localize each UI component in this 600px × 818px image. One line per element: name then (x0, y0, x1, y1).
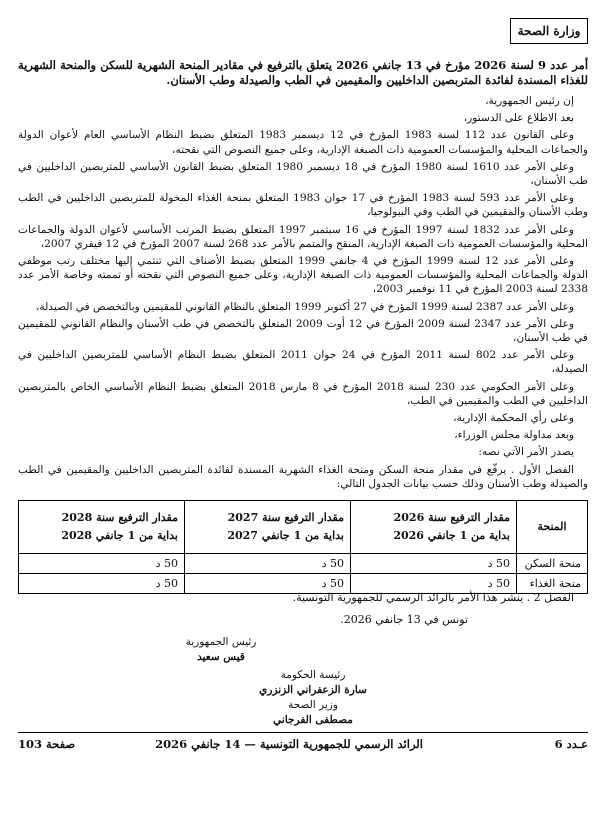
countersignatures (238, 668, 388, 728)
preamble-president: إن رئيس الجمهورية، (485, 95, 574, 107)
header-2026 (351, 501, 517, 554)
pm-title: رئيسة الحكومة (280, 669, 346, 681)
row-label: منحة الغذاء (517, 574, 588, 594)
closing-section (18, 590, 588, 634)
page-footer (18, 732, 588, 759)
issue-number: عـدد 6 (554, 737, 588, 751)
header-grant: المنحة (517, 501, 588, 554)
preamble-decree-593: وعلى الأمر عدد 593 لسنة 1983 المؤرخ في 17 جوان 1983 المتعلق بمنحة الغذاء المخولة للمتربصين الداخليين في الطب وطب الأسنان والمقيمين في الطب وفي البيولوجيا، (18, 192, 588, 219)
row-label: منحة السكن (517, 554, 588, 574)
preamble-decree-230: وعلى الأمر الحكومي عدد 230 لسنة 2018 المؤرخ في 8 مارس 2018 المتعلق بضبط النظام الأساسي الخاص بالمتربصين الداخليين في الطب والمقيمين في الطب، (18, 380, 588, 407)
minister-title: وزير الصحة (288, 699, 338, 711)
cell-2026: 50 د (351, 554, 517, 574)
preamble-decree-1610: وعلى الأمر عدد 1610 لسنة 1980 المؤرخ في 18 ديسمبر 1980 المتعلق بضبط القانون الأساسي للمتربصين الداخليين في طب الأسنان، (18, 160, 588, 188)
decree-body (18, 94, 588, 494)
cell-2028: 50 د (19, 554, 185, 574)
pm-name: سارة الزعفراني الزنزري (259, 684, 367, 696)
cell-2026: 50 د (351, 574, 517, 594)
president-signature (166, 635, 276, 665)
preamble-decree-802: وعلى الأمر عدد 802 لسنة 2011 المؤرخ في 24 جوان 2011 المتعلق بضبط النظام الأساسي للمتربصين الداخليين في الصيدلة، (18, 349, 588, 376)
header-2028-line1: مقدار الترفيع سنة 2028 (61, 511, 178, 524)
date-line: تونس في 13 جانفي 2026. (340, 613, 468, 626)
preamble-court-opinion: وعلى رأي المحكمة الإدارية، (453, 412, 574, 425)
president-title: رئيس الجمهورية (185, 636, 257, 648)
header-2028-line2: بداية من 1 جانفي 2028 (61, 529, 178, 542)
header-2026-line1: مقدار الترفيع سنة 2026 (393, 511, 510, 524)
president-name: قيس سعيد (197, 651, 245, 663)
page-number: صفحة 103 (18, 737, 76, 751)
article-1: الفصل الأول . يرفّع في مقدار منحة السكن ومنحة الغذاء الشهرية المسندة لفائدة المتربصين الداخليين والمقيمين في الطب والصيدلة وطب الأسنان وذلك حسب بيانات الجدول التالي: (18, 463, 588, 490)
header-2027 (185, 501, 351, 554)
header-2026-line2: بداية من 1 جانفي 2026 (393, 529, 510, 542)
header-2027-line2: بداية من 1 جانفي 2027 (227, 529, 344, 542)
preamble-constitution: بعد الاطلاع على الدستور، (463, 112, 574, 125)
grant-increase-table (18, 500, 588, 594)
preamble-decree-2387: وعلى الأمر عدد 2387 لسنة 1999 المؤرخ في 27 أكتوبر 1999 المتعلق بالنظام القانوني للمقيمين وبالتخصص في الصيدلة، (35, 300, 574, 313)
cell-2027: 50 د (185, 554, 351, 574)
preamble-decree-1832: وعلى الأمر عدد 1832 لسنة 1997 المؤرخ في 16 سبتمبر 1997 المتعلق بضبط المرتب الأساسي لأعوان الدولة والجماعات المحلية والمؤسسات العمومية ذات الصبغة الإدارية، المنقح والمتمم بالأمر عدد 268 لسنة 2007 المؤرخ في 12 فيفري 2007، (18, 223, 588, 250)
table-row (19, 554, 588, 574)
article-2: الفصل 2 . ينشر هذا الأمر بالرائد الرسمي للجمهورية التونسية. (292, 591, 574, 604)
table-header-row (19, 501, 588, 554)
decree-title: أمر عدد 9 لسنة 2026 مؤرخ في 13 جانفي 2026 يتعلق بالترفيع في مقادير المنحة الشهرية للسكن والمنحة الشهرية للغذاء المسندة لفائدة المتربصين الداخليين والمقيمين في الطب والصيدلة وطب الأسنان. (18, 58, 589, 87)
header-2027-line1: مقدار الترفيع سنة 2027 (227, 511, 344, 524)
preamble-decree-12: وعلى الأمر عدد 12 لسنة 1999 المؤرخ في 4 جانفي 1999 المتعلق بضبط الأصناف التي تنتمي إليها مختلف رتب موظفي الدولة والجماعات المحلية والمؤسسات العمومية ذات الصبغة الإدارية، وعلى جميع النصوص التي نقحته أو تممته وخاصة الأمر عدد 2338 لسنة 2003 المؤرخ في 11 نوفمبر 2003، (18, 255, 588, 296)
cell-2027: 50 د (185, 574, 351, 594)
preamble-council: وبعد مداولة مجلس الوزراء، (454, 429, 574, 442)
header-2028 (19, 501, 185, 554)
enactment-clause: يصدر الأمر الآتي نصه: (478, 446, 574, 459)
preamble-law-112: وعلى القانون عدد 112 لسنة 1983 المؤرخ في 12 ديسمبر 1983 المتعلق بضبط النظام الأساسي العام لأعوان الدولة والجماعات المحلية والمؤسسات العمومية ذات الصبغة الإدارية، وعلى جميع النصوص التي نقحته، (18, 129, 588, 156)
ministry-box: وزارة الصحة (510, 18, 588, 44)
cell-2028: 50 د (19, 574, 185, 594)
minister-name: مصطفى الفرجاني (273, 714, 353, 726)
preamble-decree-2347: وعلى الأمر عدد 2347 لسنة 2009 المؤرخ في 12 أوت 2009 المتعلق بالتخصص في طب الأسنان والنظام القانوني للمقيمين في طب الأسنان، (18, 317, 588, 345)
gazette-name: الرائد الرسمي للجمهورية التونسية — 14 جانفي 2026 (155, 737, 423, 751)
